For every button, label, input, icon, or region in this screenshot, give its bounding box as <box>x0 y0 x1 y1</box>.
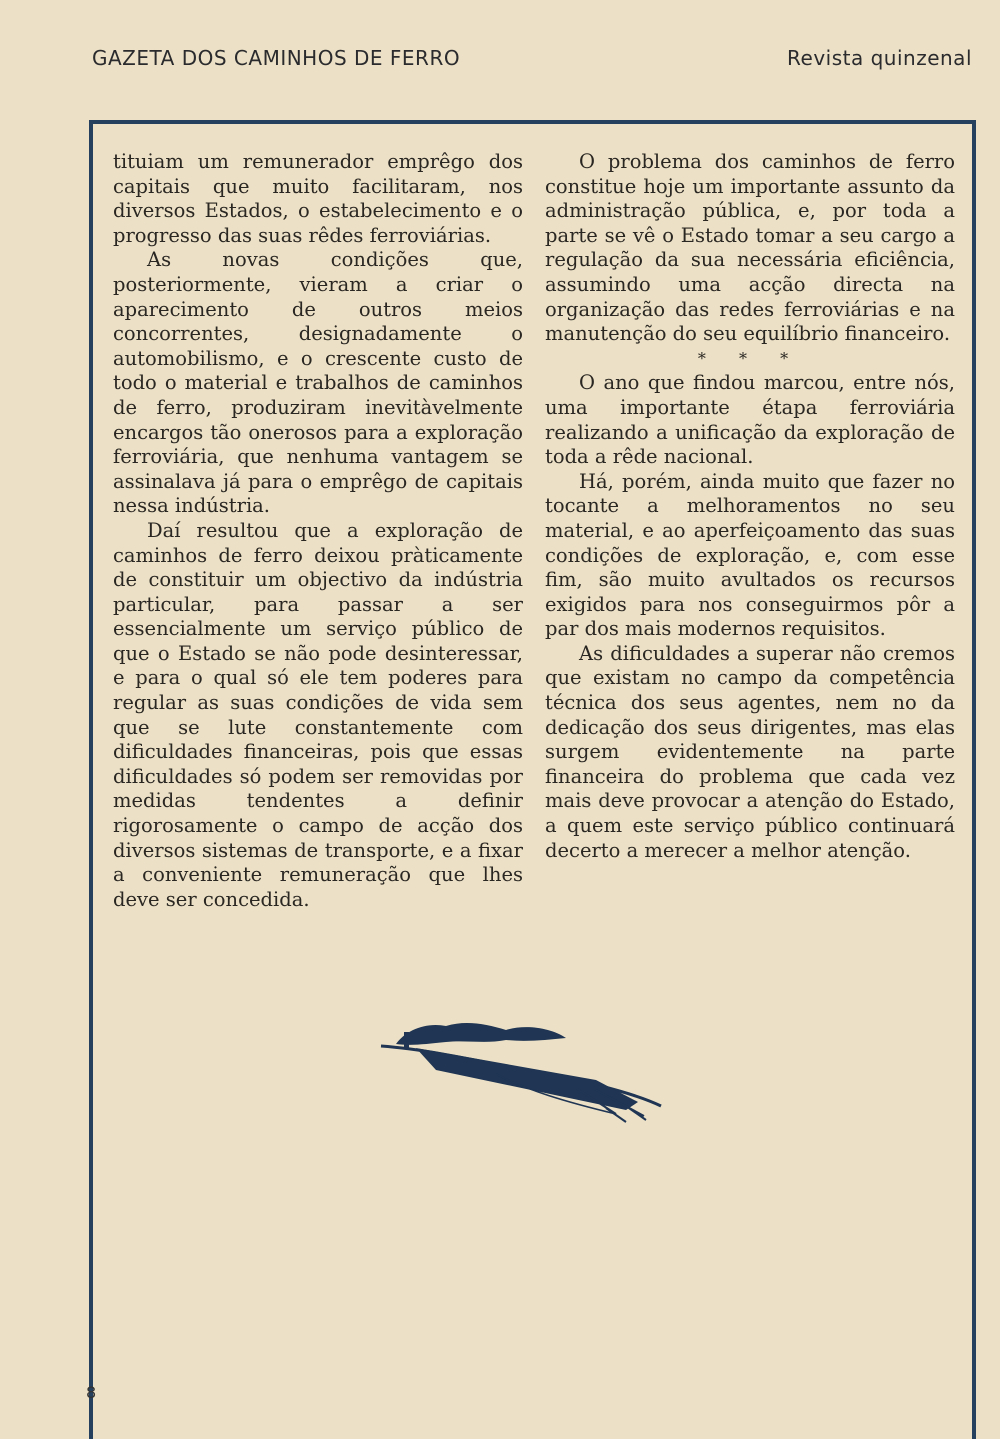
left-paragraph-1: tituiam um remunerador emprêgo dos capitais que muito facilitaram, nos diversos Estados, o estabelecimento e o progresso das suas rêdes ferroviárias. <box>113 150 523 247</box>
right-paragraph-4: As dificuldades a superar não cremos que existam no campo da competência técnica dos seus agentes, nem no da dedicação dos seus dirigentes, mas elas surgem evidentemente na parte financeira do problema que cada vez mais deve provocar a atenção do Estado, a quem este serviço público continuará decerto a merecer a melhor atenção. <box>545 641 955 862</box>
right-paragraph-2: O ano que findou marcou, entre nós, uma importante étapa ferroviária realizando a unificação da exploração de toda a rêde nacional. <box>545 371 955 469</box>
right-paragraph-1: O problema dos caminhos de ferro constitue hoje um importante assunto da administração pública, e, por toda a parte se vê o Estado tomar a seu cargo a regulação da sua necessária eficiência, assumindo uma acção directa na organização das redes ferroviárias e na manutenção do seu equilíbrio financeiro. <box>545 150 955 346</box>
right-paragraph-3: Há, porém, ainda muito que fazer no tocante a melhoramentos no seu material, e ao aperfeiçoamento das suas condições de exploração, e, com esse fim, são muito avultados os recursos exigidos para nos conseguirmos pôr a par dos mais modernos requisitos. <box>545 469 955 641</box>
left-column <box>113 150 523 912</box>
train-illustration <box>376 1010 666 1130</box>
publication-title: GAZETA DOS CAMINHOS DE FERRO <box>92 46 461 70</box>
page-number: 8 <box>86 1383 97 1402</box>
left-paragraph-3: Daí resultou que a exploração de caminhos de ferro deixou pràticamente de constituir um objectivo da indústria particular, para passar a ser essencialmente um serviço público de que o Estado se não pode desinteressar, e para o qual só ele tem poderes para regular as suas condições de vida sem que se lute constantemente com dificuldades financeiras, pois que essas dificuldades só podem ser removidas por medidas tendentes a definir rigorosamente o campo de acção dos diversos sistemas de transporte, e a fixar a conveniente remuneração que lhes deve ser concedida. <box>113 518 523 911</box>
section-separator: * * * <box>697 348 803 368</box>
left-paragraph-2: As novas condições que, posteriormente, vieram a criar o aparecimento de outros meios concorrentes, designadamente o automobilismo, e o crescente custo de todo o material e trabalhos de caminhos de ferro, produziram inevitàvelmente encargos tão onerosos para a exploração ferroviária, que nenhuma vantagem se assinalava já para o emprêgo de capitais nessa indústria. <box>113 248 523 518</box>
publication-subtitle: Revista quinzenal <box>787 46 972 70</box>
right-column <box>545 150 955 863</box>
